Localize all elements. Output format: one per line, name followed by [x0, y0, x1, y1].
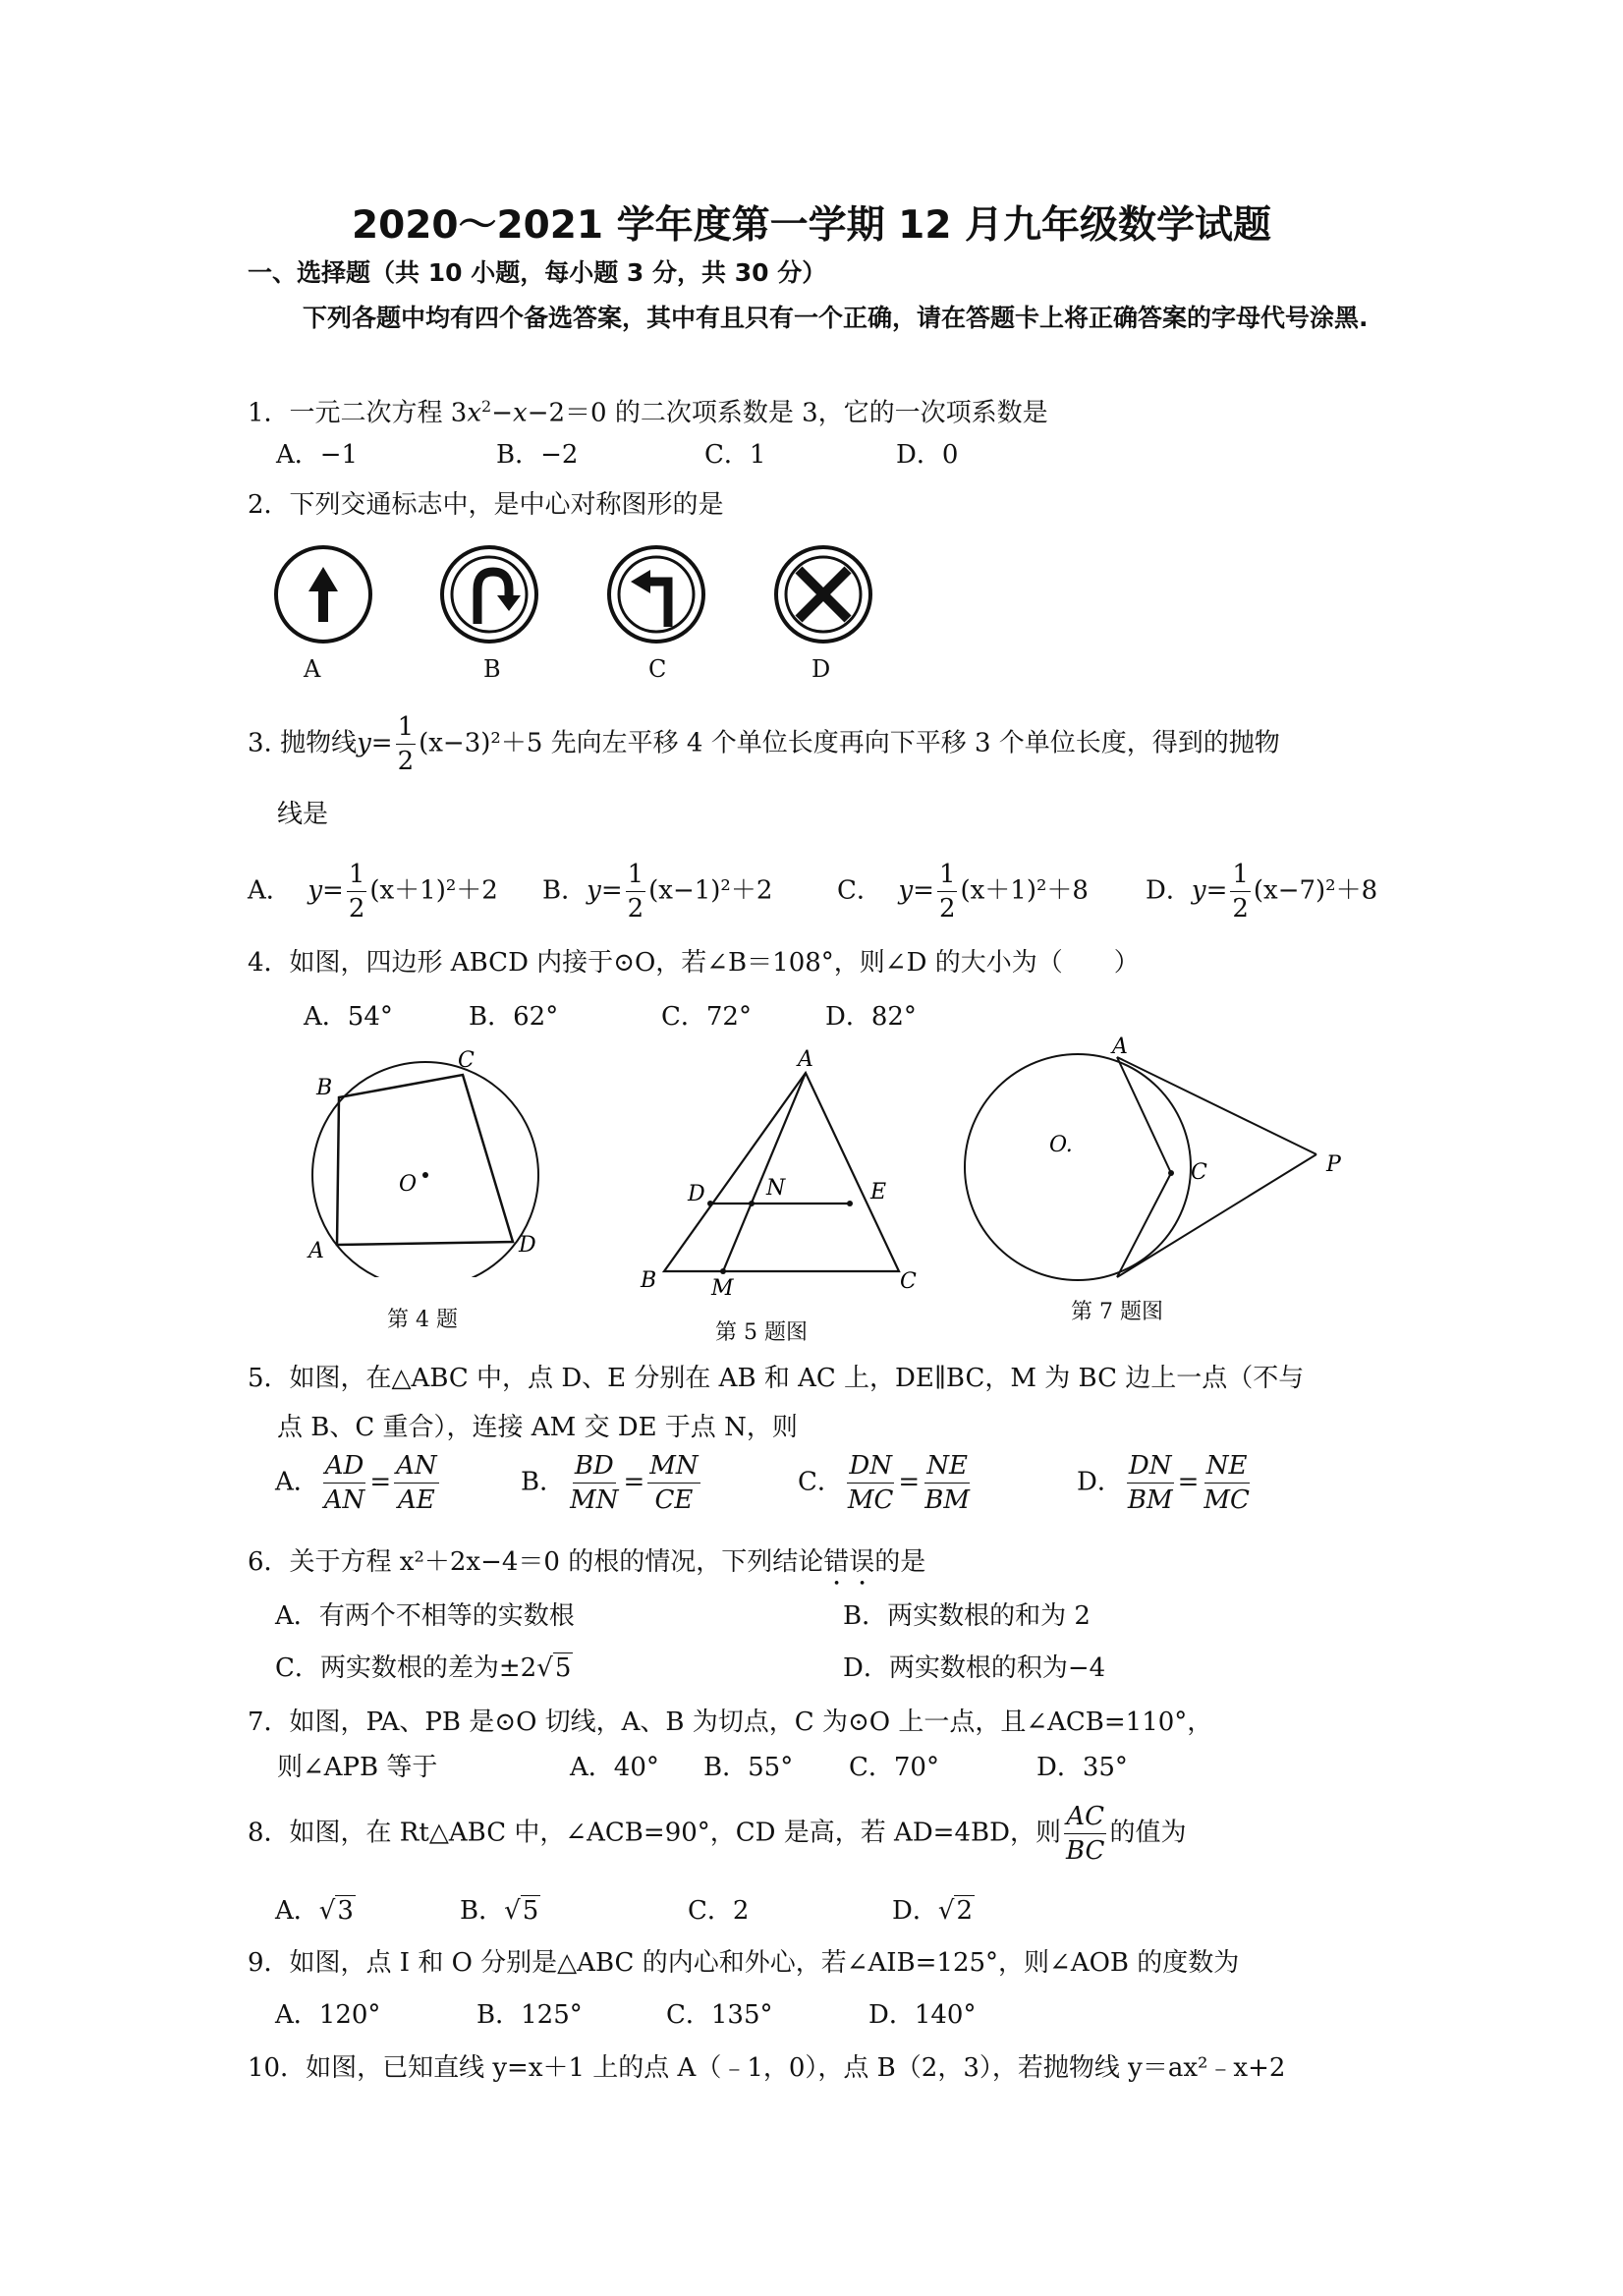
fig5-label-a: A: [798, 1047, 813, 1072]
fig7-caption: 第 7 题图: [1071, 1300, 1163, 1324]
fig5-label-b: B: [641, 1268, 657, 1293]
turn-left-icon: [609, 547, 703, 642]
q4-option-c: C．72°: [661, 1002, 752, 1032]
q6-option-c: C．两实数根的差为±2√5: [275, 1653, 572, 1683]
q3-option-a: A． y= $\frac{1}{2}$ (x＋1)²＋2: [248, 860, 498, 924]
fig7-label-a: A: [1112, 1035, 1128, 1059]
q1-option-b: B．−2: [496, 440, 579, 470]
sign-label-b: B: [483, 655, 501, 683]
fig5-label-e: E: [870, 1180, 887, 1204]
question-5-line2: 点 B、C 重合），连接 AM 交 DE 于点 N，则: [277, 1413, 798, 1442]
sign-label-d: D: [812, 655, 831, 683]
question-5-line1: 5．如图，在△ABC 中，点 D、E 分别在 AB 和 AC 上，DE∥BC，M 为 BC 边上一点（不与: [248, 1364, 1305, 1393]
section-instruction: 下列各题中均有四个备选答案，其中有且只有一个正确，请在答题卡上将正确答案的字母代号涂黑.: [303, 304, 1369, 332]
q8-option-d: D．√2: [892, 1896, 973, 1926]
arrow-up-icon: [276, 547, 370, 642]
q3-option-c: C． y= $\frac{1}{2}$ (x＋1)²＋8: [837, 860, 1089, 924]
fig7-label-o: O.: [1049, 1133, 1073, 1157]
fig5-caption: 第 5 题图: [715, 1320, 808, 1345]
q3-option-b: B．y= $\frac{1}{2}$ (x−1)²＋2: [542, 860, 773, 924]
q6-option-b: B．两实数根的和为 2: [843, 1601, 1091, 1631]
fig4-label-a: A: [308, 1239, 324, 1263]
q1-option-d: D．0: [896, 440, 959, 470]
q1-option-c: C．1: [704, 440, 766, 470]
fig5-label-n: N: [766, 1176, 786, 1201]
q4-option-d: D．82°: [825, 1002, 917, 1032]
figure-5: [629, 1036, 923, 1307]
sign-label-c: C: [648, 655, 667, 683]
fig7-label-p: P: [1326, 1152, 1341, 1177]
fig7-label-c: C: [1191, 1160, 1207, 1185]
question-9: 9．如图，点 I 和 O 分别是△ABC 的内心和外心，若∠AIB=125°，则∠AOB 的度数为: [248, 1948, 1240, 1978]
q4-option-b: B．62°: [469, 1002, 559, 1032]
figure-7: [963, 1022, 1356, 1287]
no-entry-cross-icon: [776, 547, 870, 642]
q3-option-d: D．y= $\frac{1}{2}$ (x−7)²＋8: [1146, 860, 1378, 924]
fig4-label-c: C: [458, 1048, 475, 1073]
q9-option-c: C．135°: [666, 2000, 773, 2030]
question-2: 2．下列交通标志中，是中心对称图形的是: [248, 490, 724, 520]
q9-option-b: B．125°: [476, 2000, 583, 2030]
question-3: 3. 抛物线y= $\frac{1}{2}$ (x−3)²＋5 先向左平移 4 个单位长度再向下平移 3 个单位长度，得到的抛物: [248, 712, 1280, 776]
fig4-label-b: B: [316, 1076, 333, 1100]
fig4-caption: 第 4 题: [387, 1308, 458, 1332]
page-title: 2020～2021 学年度第一学期 12 月九年级数学试题: [351, 203, 1272, 248]
sign-label-a: A: [304, 655, 321, 683]
q6-option-d: D．两实数根的积为−4: [843, 1653, 1106, 1683]
q1-option-a: A．−1: [276, 440, 359, 470]
q7-option-c: C．70°: [849, 1753, 939, 1782]
question-8: 8．如图，在 Rt△ABC 中，∠ACB=90°，CD 是高，若 AD=4BD，则 $\frac{AC}{BC}$ 的值为: [248, 1802, 1187, 1866]
q5-option-d: D． $\frac{DN}{BM}$ = $\frac{NE}{MC}$: [1077, 1451, 1250, 1515]
fig4-label-o: O: [399, 1172, 418, 1197]
q8-option-a: A．√3: [275, 1896, 354, 1926]
question-6: 6．关于方程 x²＋2x−4＝0 的根的情况，下列结论错误的是: [248, 1547, 926, 1577]
question-7-line2: 则∠APB 等于: [277, 1753, 438, 1782]
fig5-label-c: C: [900, 1269, 917, 1294]
fig4-label-d: D: [519, 1233, 536, 1258]
fig5-label-d: D: [688, 1182, 705, 1206]
q2-signs: [271, 540, 900, 658]
q7-option-d: D．35°: [1036, 1753, 1128, 1782]
q7-option-b: B．55°: [703, 1753, 794, 1782]
fig7-label-b: [1113, 1286, 1130, 1287]
q5-option-b: B． $\frac{BD}{MN}$ = $\frac{MN}{CE}$: [521, 1451, 699, 1515]
q6-option-a: A．有两个不相等的实数根: [275, 1601, 575, 1631]
q8-option-c: C．2: [688, 1896, 750, 1926]
q5-option-a: A． $\frac{AD}{AN}$ = $\frac{AN}{AE}$: [275, 1451, 437, 1515]
fig5-label-m: M: [711, 1276, 734, 1301]
q8-option-b: B．√5: [460, 1896, 539, 1926]
question-10: 10．如图，已知直线 y=x＋1 上的点 A（﹣1，0），点 B（2，3），若抛物线 y＝ax²﹣x+2: [248, 2053, 1286, 2083]
question-7-line1: 7．如图，PA、PB 是⊙O 切线，A、B 为切点，C 为⊙O 上一点，且∠ACB=110°，: [248, 1708, 1213, 1737]
q4-option-a: A．54°: [304, 1002, 393, 1032]
figure-4: [295, 1041, 570, 1277]
q9-option-a: A．120°: [275, 2000, 381, 2030]
q5-option-c: C． $\frac{DN}{MC}$ = $\frac{NE}{BM}$: [798, 1451, 970, 1515]
section-heading: 一、选择题（共 10 小题，每小题 3 分，共 30 分）: [248, 258, 827, 287]
q9-option-d: D．140°: [868, 2000, 977, 2030]
question-4: 4．如图，四边形 ABCD 内接于⊙O，若∠B＝108°，则∠D 的大小为（ ）: [248, 948, 1140, 978]
q7-option-a: A．40°: [570, 1753, 659, 1782]
question-1: 1．一元二次方程 $3x^2-x-2=0$ 的二次项系数是 3，它的一次项系数是: [248, 397, 1048, 428]
u-turn-icon: [442, 547, 536, 642]
question-3-cont: 线是: [277, 800, 329, 829]
